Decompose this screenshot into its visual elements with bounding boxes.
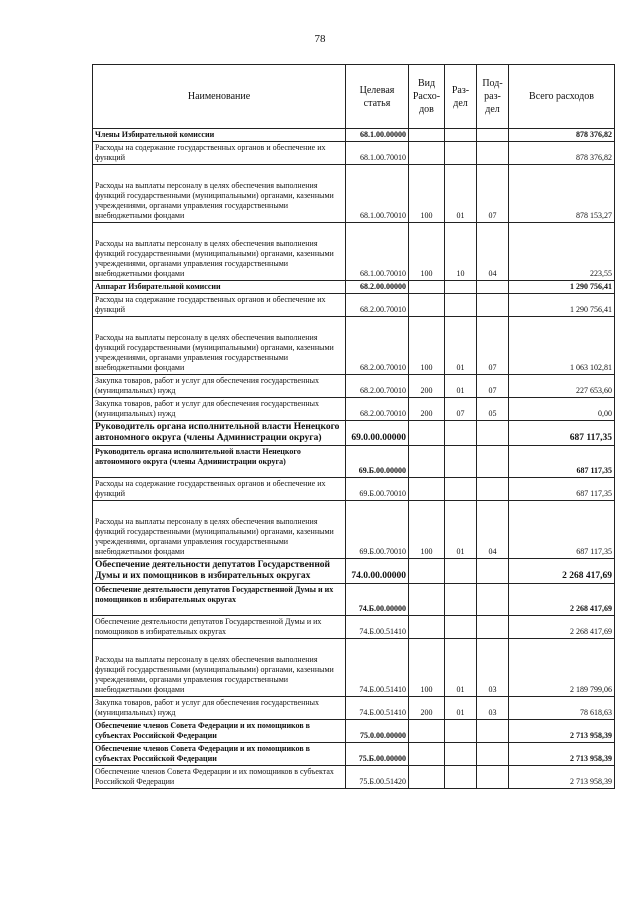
cell-razdel	[445, 478, 477, 501]
cell-amount: 223,55	[509, 223, 615, 281]
cell-amount: 227 653,60	[509, 375, 615, 398]
cell-vid	[409, 616, 445, 639]
cell-razdel	[445, 720, 477, 743]
table-row	[93, 720, 615, 743]
cell-name: Обеспечение деятельности депутатов Государственной Думы и их помощников в избирательных округах	[93, 616, 346, 639]
cell-name: Расходы на содержание государственных органов и обеспечение их функций	[93, 142, 346, 165]
cell-name: Руководитель органа исполнительной власти Ненецкого автономного округа (члены Администрации округа)	[93, 446, 346, 478]
cell-amount: 1 290 756,41	[509, 294, 615, 317]
cell-amount: 2 268 417,69	[509, 616, 615, 639]
cell-vid	[409, 478, 445, 501]
cell-amount: 2 268 417,69	[509, 559, 615, 584]
cell-amount: 687 117,35	[509, 501, 615, 559]
cell-code: 74.Б.00.51410	[346, 697, 409, 720]
cell-vid: 100	[409, 223, 445, 281]
cell-code: 69.0.00.00000	[346, 421, 409, 446]
cell-razdel	[445, 421, 477, 446]
cell-name: Закупка товаров, работ и услуг для обеспечения государственных (муниципальных) нужд	[93, 375, 346, 398]
cell-podrazdel	[477, 421, 509, 446]
header-total: Всего расходов	[509, 65, 615, 129]
cell-podrazdel: 03	[477, 639, 509, 697]
cell-razdel: 10	[445, 223, 477, 281]
cell-name: Руководитель органа исполнительной власти Ненецкого автономного округа (члены Администрации округа)	[93, 421, 346, 446]
cell-name: Расходы на выплаты персоналу в целях обеспечения выполнения функций государственными (муниципальными) органами, казенными учреждениями, органами управления государственными внебюджетными фондами	[93, 501, 346, 559]
cell-razdel	[445, 129, 477, 142]
cell-razdel	[445, 294, 477, 317]
cell-name: Расходы на выплаты персоналу в целях обеспечения выполнения функций государственными (муниципальными) органами, казенными учреждениями, органами управления государственными внебюджетными фондами	[93, 317, 346, 375]
cell-vid: 200	[409, 398, 445, 421]
table-row	[93, 501, 615, 559]
cell-code: 68.1.00.00000	[346, 129, 409, 142]
table-row	[93, 129, 615, 142]
cell-razdel	[445, 559, 477, 584]
cell-vid: 100	[409, 317, 445, 375]
cell-code: 68.2.00.70010	[346, 294, 409, 317]
cell-razdel	[445, 142, 477, 165]
cell-code: 75.Б.00.51420	[346, 766, 409, 789]
cell-name: Расходы на содержание государственных органов и обеспечение их функций	[93, 478, 346, 501]
cell-podrazdel	[477, 766, 509, 789]
cell-code: 75.0.00.00000	[346, 720, 409, 743]
cell-amount: 2 268 417,69	[509, 584, 615, 616]
cell-name: Обеспечение членов Совета Федерации и их помощников в субъектах Российской Федерации	[93, 743, 346, 766]
cell-code: 68.2.00.70010	[346, 398, 409, 421]
cell-razdel: 01	[445, 501, 477, 559]
table-row	[93, 478, 615, 501]
table-header-row	[93, 65, 615, 129]
cell-amount: 878 376,82	[509, 142, 615, 165]
table-row	[93, 639, 615, 697]
cell-code: 74.Б.00.51410	[346, 639, 409, 697]
cell-amount: 2 189 799,06	[509, 639, 615, 697]
cell-razdel: 01	[445, 165, 477, 223]
cell-amount: 78 618,63	[509, 697, 615, 720]
cell-vid	[409, 766, 445, 789]
table-row	[93, 559, 615, 584]
cell-podrazdel	[477, 281, 509, 294]
cell-name: Аппарат Избирательной комиссии	[93, 281, 346, 294]
header-name: Наименование	[93, 65, 346, 129]
cell-vid	[409, 421, 445, 446]
cell-amount: 687 117,35	[509, 421, 615, 446]
cell-podrazdel: 04	[477, 501, 509, 559]
table-row	[93, 375, 615, 398]
cell-code: 69.Б.00.00000	[346, 446, 409, 478]
header-type: Вид Расхо-дов	[409, 65, 445, 129]
cell-code: 74.Б.00.51410	[346, 616, 409, 639]
cell-name: Обеспечение деятельности депутатов Государственной Думы и их помощников в избирательных округах	[93, 559, 346, 584]
cell-amount: 2 713 958,39	[509, 743, 615, 766]
cell-code: 68.2.00.70010	[346, 317, 409, 375]
table-row	[93, 616, 615, 639]
header-section: Раз-дел	[445, 65, 477, 129]
cell-podrazdel	[477, 616, 509, 639]
cell-name: Обеспечение членов Совета Федерации и их помощников в субъектах Российской Федерации	[93, 720, 346, 743]
cell-podrazdel	[477, 584, 509, 616]
cell-vid	[409, 281, 445, 294]
cell-code: 74.0.00.00000	[346, 559, 409, 584]
cell-razdel	[445, 743, 477, 766]
cell-amount: 878 376,82	[509, 129, 615, 142]
cell-podrazdel	[477, 294, 509, 317]
cell-vid: 200	[409, 697, 445, 720]
budget-table	[92, 64, 615, 789]
cell-razdel	[445, 616, 477, 639]
cell-vid	[409, 142, 445, 165]
header-subsection: Под-раз-дел	[477, 65, 509, 129]
cell-code: 68.2.00.70010	[346, 375, 409, 398]
cell-vid: 100	[409, 639, 445, 697]
cell-podrazdel	[477, 142, 509, 165]
cell-razdel: 01	[445, 375, 477, 398]
cell-name: Обеспечение деятельности депутатов Государственной Думы и их помощников в избирательных округах	[93, 584, 346, 616]
cell-code: 68.1.00.70010	[346, 223, 409, 281]
cell-vid	[409, 743, 445, 766]
table-row	[93, 766, 615, 789]
cell-razdel: 01	[445, 317, 477, 375]
cell-podrazdel: 03	[477, 697, 509, 720]
cell-razdel: 01	[445, 639, 477, 697]
cell-name: Закупка товаров, работ и услуг для обеспечения государственных (муниципальных) нужд	[93, 398, 346, 421]
cell-podrazdel: 07	[477, 165, 509, 223]
cell-razdel	[445, 281, 477, 294]
cell-code: 68.1.00.70010	[346, 142, 409, 165]
cell-podrazdel: 07	[477, 317, 509, 375]
cell-name: Расходы на выплаты персоналу в целях обеспечения выполнения функций государственными (муниципальными) органами, казенными учреждениями, органами управления государственными внебюджетными фондами	[93, 223, 346, 281]
header-target: Целевая статья	[346, 65, 409, 129]
cell-amount: 2 713 958,39	[509, 766, 615, 789]
cell-code: 75.Б.00.00000	[346, 743, 409, 766]
table-row	[93, 398, 615, 421]
cell-code: 69.Б.00.70010	[346, 478, 409, 501]
cell-podrazdel	[477, 743, 509, 766]
cell-amount: 687 117,35	[509, 446, 615, 478]
cell-vid	[409, 446, 445, 478]
cell-podrazdel	[477, 129, 509, 142]
table-row	[93, 317, 615, 375]
table-row	[93, 697, 615, 720]
cell-amount: 878 153,27	[509, 165, 615, 223]
table-row	[93, 743, 615, 766]
cell-razdel: 01	[445, 697, 477, 720]
cell-podrazdel: 07	[477, 375, 509, 398]
cell-amount: 1 290 756,41	[509, 281, 615, 294]
table-row	[93, 223, 615, 281]
cell-vid: 200	[409, 375, 445, 398]
cell-razdel: 07	[445, 398, 477, 421]
cell-podrazdel	[477, 720, 509, 743]
cell-amount: 687 117,35	[509, 478, 615, 501]
cell-amount: 0,00	[509, 398, 615, 421]
cell-podrazdel	[477, 478, 509, 501]
table-row	[93, 584, 615, 616]
cell-vid	[409, 559, 445, 584]
cell-vid	[409, 584, 445, 616]
table-row	[93, 281, 615, 294]
cell-razdel	[445, 584, 477, 616]
cell-code: 74.Б.00.00000	[346, 584, 409, 616]
cell-vid	[409, 720, 445, 743]
cell-code: 68.2.00.00000	[346, 281, 409, 294]
table-row	[93, 165, 615, 223]
cell-podrazdel: 04	[477, 223, 509, 281]
cell-code: 68.1.00.70010	[346, 165, 409, 223]
cell-podrazdel	[477, 559, 509, 584]
cell-vid: 100	[409, 165, 445, 223]
cell-name: Расходы на содержание государственных органов и обеспечение их функций	[93, 294, 346, 317]
table-row	[93, 142, 615, 165]
cell-name: Обеспечение членов Совета Федерации и их помощников в субъектах Российской Федерации	[93, 766, 346, 789]
table-row	[93, 421, 615, 446]
cell-podrazdel	[477, 446, 509, 478]
cell-razdel	[445, 766, 477, 789]
cell-vid	[409, 129, 445, 142]
table-row	[93, 294, 615, 317]
table-row	[93, 446, 615, 478]
cell-vid: 100	[409, 501, 445, 559]
cell-amount: 2 713 958,39	[509, 720, 615, 743]
cell-code: 69.Б.00.70010	[346, 501, 409, 559]
page-number: 78	[314, 33, 326, 45]
cell-amount: 1 063 102,81	[509, 317, 615, 375]
cell-razdel	[445, 446, 477, 478]
cell-name: Расходы на выплаты персоналу в целях обеспечения выполнения функций государственными (муниципальными) органами, казенными учреждениями, органами управления государственными внебюджетными фондами	[93, 165, 346, 223]
cell-name: Закупка товаров, работ и услуг для обеспечения государственных (муниципальных) нужд	[93, 697, 346, 720]
cell-name: Члены Избирательной комиссии	[93, 129, 346, 142]
cell-vid	[409, 294, 445, 317]
cell-name: Расходы на выплаты персоналу в целях обеспечения выполнения функций государственными (муниципальными) органами, казенными учреждениями, органами управления государственными внебюджетными фондами	[93, 639, 346, 697]
cell-podrazdel: 05	[477, 398, 509, 421]
